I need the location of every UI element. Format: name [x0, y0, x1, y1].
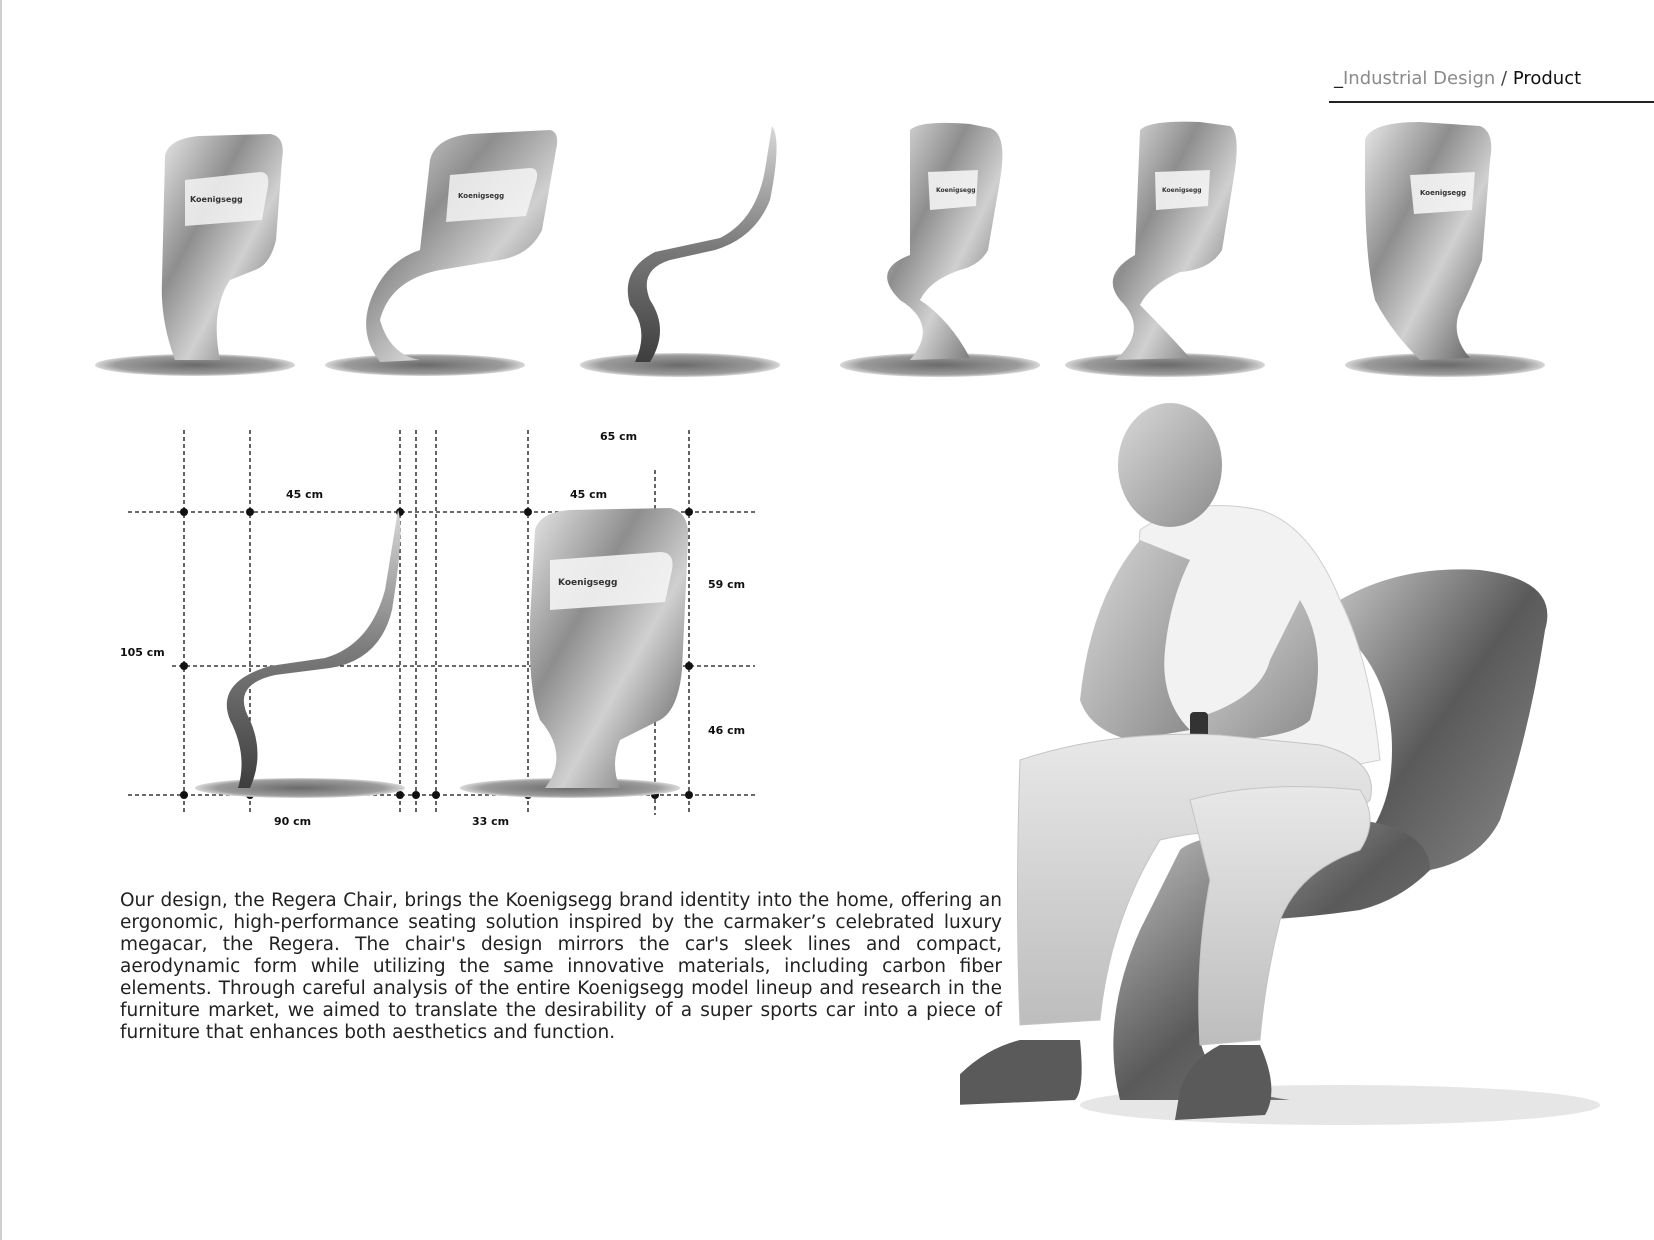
- dim-side-depth: 45 cm: [286, 488, 324, 501]
- dim-total-height: 105 cm: [120, 646, 165, 659]
- breadcrumb-separator: /: [1495, 68, 1513, 89]
- left-shoe: [960, 1040, 1082, 1105]
- chair-variant-side: [580, 126, 780, 377]
- brand-badge: Koenigsegg: [190, 195, 243, 204]
- breadcrumb: [1334, 68, 1581, 89]
- chair-variant-rear: [1345, 122, 1545, 377]
- dim-overall-width: 65 cm: [600, 430, 638, 443]
- breadcrumb-underline: [1329, 101, 1654, 103]
- chair-variants-row: [90, 120, 1550, 380]
- dim-front-width: 45 cm: [570, 488, 608, 501]
- chair-variant-rear-side: [1065, 122, 1265, 377]
- chair-variant-rear-quarter: [840, 123, 1040, 377]
- brand-badge: Koenigsegg: [558, 578, 618, 588]
- chair-side-elevation: [195, 510, 405, 798]
- page-left-rule: [0, 0, 2, 1240]
- dim-base-width: 33 cm: [472, 815, 510, 828]
- brand-badge: Koenigsegg: [1420, 189, 1467, 197]
- description-paragraph: Our design, the Regera Chair, brings the Koenigsegg brand identity into the home, offering an ergonomic, high-performance seating solution inspired by the carmaker’s celebrated luxury megacar, the Regera. The chair's design mirrors the car's sleek lines and compact, aerodynamic form while utilizing the same innovative materials, including carbon fiber elements. Through careful analysis of the entire Koenigsegg model lineup and research in the furniture market, we aimed to translate the desirability of a super sports car into a piece of furniture that enhances both aesthetics and function.: [120, 890, 1002, 1043]
- breadcrumb-current: Product: [1512, 68, 1582, 89]
- person-seated-on-chair: [960, 400, 1600, 1160]
- chair-variant-front-quarter: [95, 134, 295, 376]
- breadcrumb-prefix: _: [1334, 68, 1343, 89]
- head: [1118, 403, 1222, 527]
- chair-variant-left-quarter: [325, 130, 557, 376]
- brand-badge: Koenigsegg: [1162, 187, 1202, 194]
- trousers-right: [1190, 787, 1370, 1045]
- dim-base-depth: 90 cm: [274, 815, 312, 828]
- brand-badge: Koenigsegg: [936, 187, 976, 194]
- dim-seat-height: 46 cm: [708, 724, 746, 737]
- breadcrumb-category: Industrial Design: [1343, 68, 1496, 89]
- dim-back-height: 59 cm: [708, 578, 746, 591]
- dimension-drawing: [100, 420, 760, 840]
- brand-badge: Koenigsegg: [458, 192, 505, 200]
- chair-front-elevation: [460, 508, 688, 798]
